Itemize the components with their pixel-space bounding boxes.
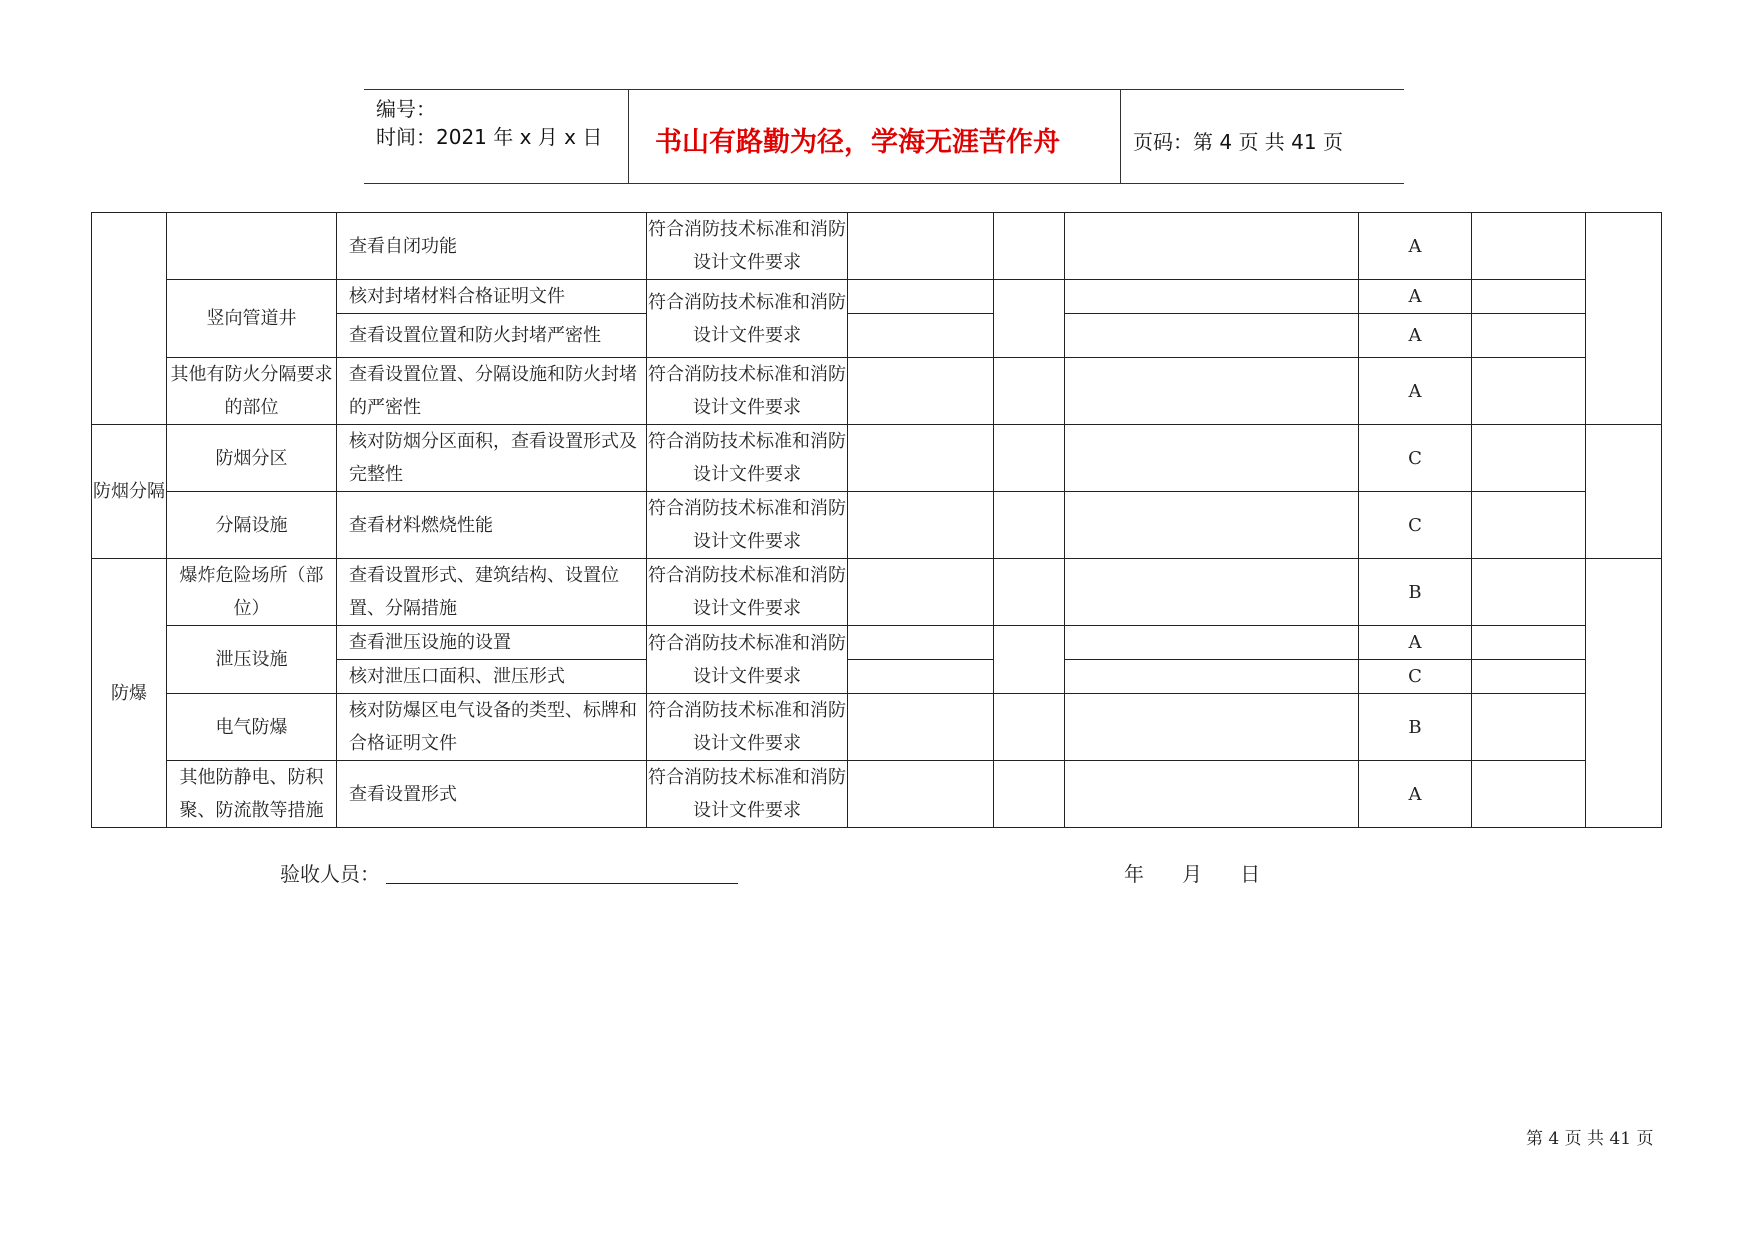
grade-cell: A bbox=[1359, 358, 1472, 425]
category-cell bbox=[92, 213, 167, 425]
header-motto: 书山有路勤为径，学海无涯苦作舟 bbox=[655, 127, 1060, 158]
blank-cell bbox=[848, 626, 994, 660]
blank-cell bbox=[994, 280, 1065, 358]
blank-cell bbox=[848, 761, 994, 828]
table-row bbox=[92, 213, 1662, 280]
blank-cell bbox=[848, 492, 994, 559]
blank-cell bbox=[994, 492, 1065, 559]
requirement-cell: 符合消防技术标准和消防设计文件要求 bbox=[647, 425, 848, 492]
blank-cell bbox=[1472, 425, 1586, 492]
requirement-cell: 符合消防技术标准和消防设计文件要求 bbox=[647, 761, 848, 828]
grade-cell: A bbox=[1359, 314, 1472, 358]
requirement-cell: 符合消防技术标准和消防设计文件要求 bbox=[647, 626, 848, 694]
header-page-info: 页码：第 4 页 共 41 页 bbox=[1133, 130, 1343, 154]
inspector-label: 验收人员： bbox=[280, 862, 380, 886]
blank-cell bbox=[1586, 559, 1662, 828]
check-cell: 核对防烟分区面积，查看设置形式及完整性 bbox=[337, 425, 647, 492]
grade-cell: B bbox=[1359, 694, 1472, 761]
inspection-table bbox=[91, 212, 1662, 828]
check-cell: 查看设置位置、分隔设施和防火封堵的严密性 bbox=[337, 358, 647, 425]
requirement-cell: 符合消防技术标准和消防设计文件要求 bbox=[647, 213, 848, 280]
blank-cell bbox=[1065, 660, 1359, 694]
category-cell: 防烟分隔 bbox=[92, 425, 167, 559]
blank-cell bbox=[1472, 314, 1586, 358]
blank-cell bbox=[994, 213, 1065, 280]
blank-cell bbox=[1472, 660, 1586, 694]
table-row bbox=[92, 358, 1662, 425]
blank-cell bbox=[1065, 626, 1359, 660]
requirement-cell: 符合消防技术标准和消防设计文件要求 bbox=[647, 559, 848, 626]
blank-cell bbox=[848, 314, 994, 358]
requirement-cell: 符合消防技术标准和消防设计文件要求 bbox=[647, 492, 848, 559]
blank-cell bbox=[1065, 761, 1359, 828]
item-cell: 爆炸危险场所（部位） bbox=[167, 559, 337, 626]
item-cell: 其他防静电、防积聚、防流散等措施 bbox=[167, 761, 337, 828]
blank-cell bbox=[1472, 492, 1586, 559]
blank-cell bbox=[1065, 425, 1359, 492]
category-cell: 防爆 bbox=[92, 559, 167, 828]
check-cell: 查看设置形式 bbox=[337, 761, 647, 828]
item-cell: 泄压设施 bbox=[167, 626, 337, 694]
blank-cell bbox=[1065, 492, 1359, 559]
requirement-cell: 符合消防技术标准和消防设计文件要求 bbox=[647, 280, 848, 358]
table-row bbox=[92, 559, 1662, 626]
blank-cell bbox=[994, 761, 1065, 828]
blank-cell bbox=[1472, 213, 1586, 280]
table-row bbox=[92, 492, 1662, 559]
blank-cell bbox=[1065, 314, 1359, 358]
grade-cell: C bbox=[1359, 492, 1472, 559]
blank-cell bbox=[1472, 626, 1586, 660]
blank-cell bbox=[1472, 559, 1586, 626]
blank-cell bbox=[1472, 280, 1586, 314]
document-time-label: 时间：2021 年 x 月 x 日 bbox=[376, 125, 603, 149]
item-cell: 电气防爆 bbox=[167, 694, 337, 761]
blank-cell bbox=[848, 213, 994, 280]
item-cell: 防烟分区 bbox=[167, 425, 337, 492]
table-row bbox=[92, 694, 1662, 761]
page-footer: 第 4 页 共 41 页 bbox=[1526, 1129, 1654, 1149]
grade-cell: A bbox=[1359, 626, 1472, 660]
blank-cell bbox=[848, 694, 994, 761]
item-cell: 其他有防火分隔要求的部位 bbox=[167, 358, 337, 425]
requirement-cell: 符合消防技术标准和消防设计文件要求 bbox=[647, 694, 848, 761]
check-cell: 查看材料燃烧性能 bbox=[337, 492, 647, 559]
blank-cell bbox=[1472, 358, 1586, 425]
blank-cell bbox=[1586, 425, 1662, 559]
grade-cell: C bbox=[1359, 425, 1472, 492]
blank-cell bbox=[994, 358, 1065, 425]
document-number-label: 编号： bbox=[376, 97, 436, 121]
blank-cell bbox=[994, 559, 1065, 626]
date-label: 年 月 日 bbox=[1124, 862, 1261, 886]
blank-cell bbox=[1065, 559, 1359, 626]
check-cell: 查看自闭功能 bbox=[337, 213, 647, 280]
grade-cell: A bbox=[1359, 213, 1472, 280]
table-row bbox=[92, 425, 1662, 492]
check-cell: 核对防爆区电气设备的类型、标牌和合格证明文件 bbox=[337, 694, 647, 761]
table-row bbox=[92, 626, 1662, 660]
item-cell: 分隔设施 bbox=[167, 492, 337, 559]
grade-cell: B bbox=[1359, 559, 1472, 626]
table-row bbox=[92, 761, 1662, 828]
blank-cell bbox=[1065, 213, 1359, 280]
grade-cell: A bbox=[1359, 280, 1472, 314]
table-row bbox=[92, 280, 1662, 314]
blank-cell bbox=[994, 626, 1065, 694]
check-cell: 查看设置位置和防火封堵严密性 bbox=[337, 314, 647, 358]
item-cell: 竖向管道井 bbox=[167, 280, 337, 358]
blank-cell bbox=[848, 280, 994, 314]
blank-cell bbox=[1472, 694, 1586, 761]
grade-cell: A bbox=[1359, 761, 1472, 828]
blank-cell bbox=[848, 660, 994, 694]
blank-cell bbox=[1586, 213, 1662, 425]
signature-line[interactable] bbox=[386, 883, 738, 884]
grade-cell: C bbox=[1359, 660, 1472, 694]
item-cell bbox=[167, 213, 337, 280]
check-cell: 查看设置形式、建筑结构、设置位置、分隔措施 bbox=[337, 559, 647, 626]
blank-cell bbox=[1065, 280, 1359, 314]
blank-cell bbox=[1065, 358, 1359, 425]
blank-cell bbox=[994, 425, 1065, 492]
blank-cell bbox=[1472, 761, 1586, 828]
blank-cell bbox=[848, 559, 994, 626]
requirement-cell: 符合消防技术标准和消防设计文件要求 bbox=[647, 358, 848, 425]
blank-cell bbox=[994, 694, 1065, 761]
check-cell: 核对封堵材料合格证明文件 bbox=[337, 280, 647, 314]
blank-cell bbox=[848, 425, 994, 492]
blank-cell bbox=[848, 358, 994, 425]
check-cell: 查看泄压设施的设置 bbox=[337, 626, 647, 660]
check-cell: 核对泄压口面积、泄压形式 bbox=[337, 660, 647, 694]
blank-cell bbox=[1065, 694, 1359, 761]
